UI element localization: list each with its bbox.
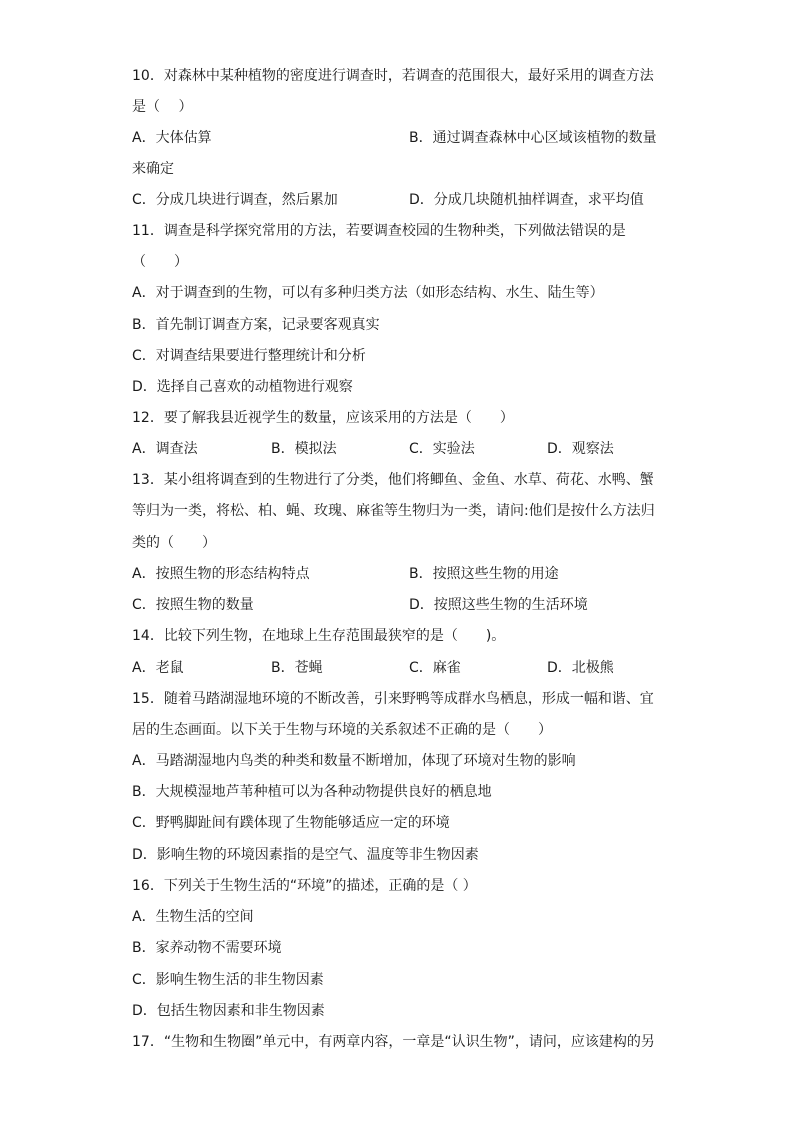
q15-option-d: D．影响生物的环境因素指的是空气、温度等非生物因素 [132, 847, 479, 863]
q10-options-row-2 [132, 190, 672, 210]
q13-stem-line-1: 13．某小组将调查到的生物进行了分类，他们将鲫鱼、金鱼、水草、荷花、水鸭、蟹 [132, 472, 654, 488]
q15-stem-line-1: 15．随着马踏湖湿地环境的不断改善，引来野鸭等成群水鸟栖息，形成一幅和谐、宜 [132, 691, 654, 707]
q12-options-row [132, 439, 672, 459]
q15-option-c: C．野鸭脚趾间有蹼体现了生物能够适应一定的环境 [132, 815, 450, 831]
q12-option-d: D．观察法 [547, 441, 614, 457]
q11-option-c: C．对调查结果要进行整理统计和分析 [132, 348, 366, 364]
q10-stem-line-2: 是（ ） [132, 99, 193, 115]
q13-option-d: D．按照这些生物的生活环境 [409, 597, 588, 613]
q10-stem-line-1: 10．对森林中某种植物的密度进行调查时，若调查的范围很大，最好采用的调查方法 [132, 68, 654, 84]
q14-stem: 14．比较下列生物，在地球上生存范围最狭窄的是（ )。 [132, 628, 506, 644]
q13-stem-line-2: 等归为一类，将松、柏、蝇、玫瑰、麻雀等生物归为一类，请问:他们是按什么方法归 [132, 503, 655, 519]
q16-stem: 16．下列关于生物生活的“环境”的描述，正确的是（ ） [132, 878, 477, 894]
q13-options-row-2 [132, 595, 672, 615]
q11-option-b: B．首先制订调查方案，记录要客观真实 [132, 317, 380, 333]
q15-option-b: B．大规模湿地芦苇种植可以为各种动物提供良好的栖息地 [132, 784, 492, 800]
q14-options-row [132, 658, 672, 678]
q10-option-b: B．通过调查森林中心区域该植物的数量 [409, 130, 657, 146]
q12-option-b: B．模拟法 [271, 441, 337, 457]
q14-option-a: A．老鼠 [132, 660, 184, 676]
q11-stem-line-1: 11．调查是科学探究常用的方法，若要调查校园的生物种类，下列做法错误的是 [132, 223, 626, 239]
q12-option-a: A．调查法 [132, 441, 198, 457]
q13-options-row-1 [132, 564, 672, 584]
q13-option-b: B．按照这些生物的用途 [409, 566, 559, 582]
q11-option-a: A．对于调查到的生物，可以有多种归类方法（如形态结构、水生、陆生等） [132, 285, 604, 301]
q10-option-a: A．大体估算 [132, 130, 212, 146]
q10-option-b-continued: 来确定 [132, 161, 174, 177]
q17-stem: 17．“生物和生物圈”单元中，有两章内容，一章是“认识生物”，请问，应该建构的另 [132, 1034, 655, 1050]
q13-stem-line-3: 类的（ ） [132, 535, 216, 551]
q12-option-c: C．实验法 [409, 441, 475, 457]
q11-stem-line-2: （ ） [132, 254, 188, 270]
q16-option-b: B．家养动物不需要环境 [132, 940, 282, 956]
q14-option-d: D．北极熊 [547, 660, 614, 676]
q10-options-row-1 [132, 128, 672, 148]
q16-option-a: A．生物生活的空间 [132, 909, 254, 925]
q12-stem: 12．要了解我县近视学生的数量，应该采用的方法是（ ） [132, 410, 514, 426]
q10-option-d: D．分成几块随机抽样调查，求平均值 [409, 192, 644, 208]
q16-option-c: C．影响生物生活的非生物因素 [132, 972, 324, 988]
q13-option-c: C．按照生物的数量 [132, 597, 254, 613]
q10-option-c: C．分成几块进行调查，然后累加 [132, 192, 338, 208]
q16-option-d: D．包括生物因素和非生物因素 [132, 1003, 325, 1019]
q15-option-a: A．马踏湖湿地内鸟类的种类和数量不断增加，体现了环境对生物的影响 [132, 753, 576, 769]
q14-option-b: B．苍蝇 [271, 660, 323, 676]
q11-option-d: D．选择自己喜欢的动植物进行观察 [132, 379, 353, 395]
q14-option-c: C．麻雀 [409, 660, 461, 676]
q13-option-a: A．按照生物的形态结构特点 [132, 566, 310, 582]
q15-stem-line-2: 居的生态画面。以下关于生物与环境的关系叙述不正确的是（ ） [132, 722, 552, 738]
